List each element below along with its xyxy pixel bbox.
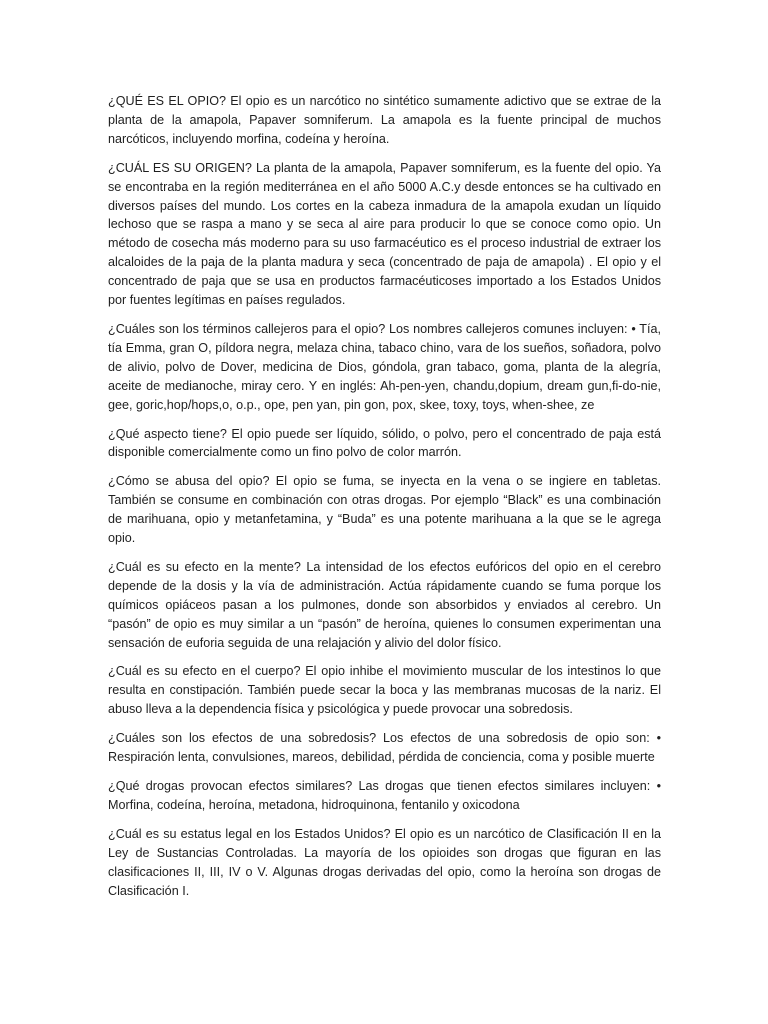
paragraph-aspecto: ¿Qué aspecto tiene? El opio puede ser líquido, sólido, o polvo, pero el concentrado de paja está disponible comercialmente como un fino polvo de color marrón. — [108, 426, 661, 460]
document-page — [108, 92, 661, 910]
paragraph-que-es-el-opio: ¿QUÉ ES EL OPIO? El opio es un narcótico no sintético sumamente adictivo que se extrae de la planta de la amapola, Papaver somniferum. La amapola es la fuente principal de muchos narcóticos, incluyendo morfina, codeína y heroína. — [108, 94, 661, 146]
paragraph-abuso: ¿Cómo se abusa del opio? El opio se fuma, se inyecta en la vena o se ingiere en tabletas. También se consume en combinación con otras drogas. Por ejemplo “Black” es una combinación de marihuana, opio y metanfetamina, y “Buda” es una potente marihuana a la que se le agrega opio. — [108, 474, 661, 546]
paragraph-sobredosis: ¿Cuáles son los efectos de una sobredosis? Los efectos de una sobredosis de opio son: • Respiración lenta, convulsiones, mareos, debilidad, pérdida de conciencia, coma y posible muerte — [108, 731, 661, 765]
paragraph-efecto-cuerpo: ¿Cuál es su efecto en el cuerpo? El opio inhibe el movimiento muscular de los intestinos lo que resulta en constipación. También puede secar la boca y las membranas mucosas de la nariz. El abuso lleva a la dependencia física y psicológica y puede provocar una sobredosis. — [108, 664, 661, 717]
paragraph-efecto-mente: ¿Cuál es su efecto en la mente? La intensidad de los efectos eufóricos del opio en el cerebro depende de la dosis y la vía de administración. Actúa rápidamente cuando se fuma porque los químicos opiáceos pasan a los pulmones, donde son absorbidos y enviados al cerebro. Un “pasón” de opio es muy similar a un “pasón” de heroína, quienes lo consumen experimentan una sensación de euforia seguida de una relajación y alivio del dolor físico. — [108, 559, 661, 650]
paragraph-origen: ¿CUÁL ES SU ORIGEN? La planta de la amapola, Papaver somniferum, es la fuente del opio. Ya se encontraba en la región mediterránea en el año 5000 A.C.y desde entonces se ha cultivado en diversos países del mundo. Los cortes en la cabeza inmadura de la amapola exudan un líquido lechoso que se raspa a mano y se seca al aire para producir lo que se conoce como opio. Un método de cosecha más moderno para su uso farmacéutico es el proceso industrial de extraer los alcaloides de la paja de la planta madura y seca (concentrado de paja de amapola) . El opio y el concentrado de paja que se usa en productos farmacéuticoses importado a los Estados Unidos por fuentes legítimas en países regulados. — [108, 160, 661, 308]
paragraph-terminos-callejeros: ¿Cuáles son los términos callejeros para el opio? Los nombres callejeros comunes incluyen: • Tía, tía Emma, gran O, píldora negra, melaza china, tabaco chino, vara de los sueños, soñadora, polvo de alivio, polvo de Dover, medicina de Dios, góndola, gran tabaco, goma, planta de la alegría, aceite de medianoche, miray cero. Y en inglés: Ah-pen-yen, chandu,dopium, dream gun,fi-do-nie, gee, goric,hop/hops,o, o.p., ope, pen yan, pin gon, pox, skee, toxy, toys, when-shee, ze — [108, 321, 661, 412]
paragraph-estatus-legal: ¿Cuál es su estatus legal en los Estados Unidos? El opio es un narcótico de Clasificación II en la Ley de Sustancias Controladas. La mayoría de los opioides son drogas que figuran en las clasificaciones II, III, IV o V. Algunas drogas derivadas del opio, como la heroína son drogas de Clasificación I. — [108, 826, 661, 898]
paragraph-drogas-similares: ¿Qué drogas provocan efectos similares? Las drogas que tienen efectos similares incluyen: • Morfina, codeína, heroína, metadona, hidroquinona, fentanilo y oxicodona — [108, 779, 661, 812]
